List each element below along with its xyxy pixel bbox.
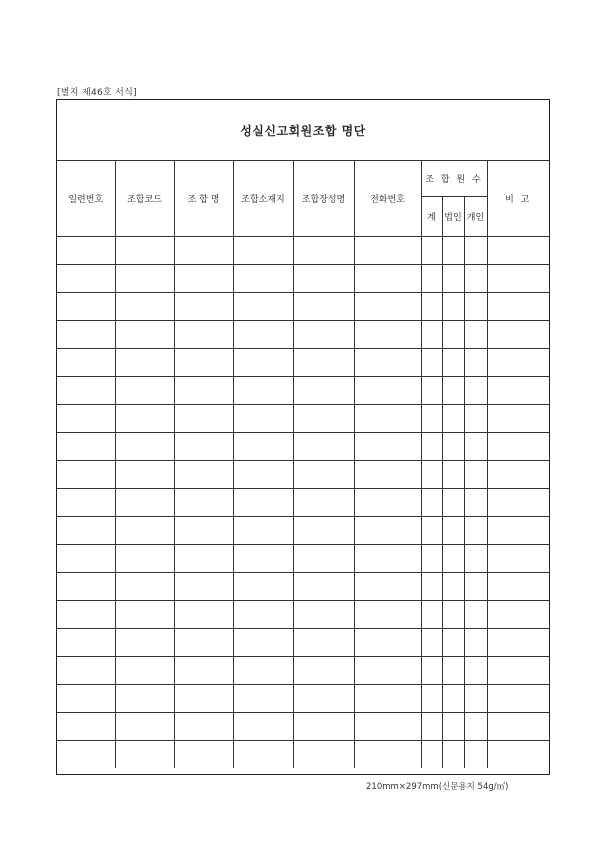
cell-union-code[interactable] [115,656,174,684]
cell-phone[interactable] [354,348,421,376]
cell-union-address[interactable] [233,404,293,432]
roster-table [57,161,549,768]
cell-member-individual[interactable] [464,684,487,712]
cell-union-name[interactable] [174,292,233,320]
cell-remarks[interactable] [487,264,549,292]
cell-member-individual[interactable] [464,264,487,292]
cell-union-name[interactable] [174,516,233,544]
cell-member-total[interactable] [421,488,442,516]
table-row [57,376,549,404]
cell-union-head[interactable] [293,376,354,404]
cell-member-total[interactable] [421,432,442,460]
cell-member-corporate[interactable] [442,236,464,264]
cell-remarks[interactable] [487,656,549,684]
cell-member-total[interactable] [421,544,442,572]
header-serial-no: 일련번호 [57,161,115,236]
cell-union-name[interactable] [174,628,233,656]
cell-member-total[interactable] [421,600,442,628]
header-member-corporate: 법인 [442,196,464,236]
table-row [57,236,549,264]
cell-phone[interactable] [354,488,421,516]
cell-union-name[interactable] [174,572,233,600]
cell-remarks[interactable] [487,432,549,460]
cell-serial-no[interactable] [57,376,115,404]
cell-union-head[interactable] [293,600,354,628]
cell-member-total[interactable] [421,516,442,544]
table-row [57,488,549,516]
cell-union-code[interactable] [115,264,174,292]
cell-union-head[interactable] [293,348,354,376]
cell-union-address[interactable] [233,544,293,572]
cell-member-individual[interactable] [464,488,487,516]
cell-union-code[interactable] [115,684,174,712]
cell-serial-no[interactable] [57,740,115,768]
cell-phone[interactable] [354,432,421,460]
roster-form [56,99,550,775]
cell-union-address[interactable] [233,320,293,348]
cell-phone[interactable] [354,656,421,684]
cell-serial-no[interactable] [57,264,115,292]
table-row [57,628,549,656]
cell-union-head[interactable] [293,516,354,544]
cell-union-head[interactable] [293,544,354,572]
cell-member-total[interactable] [421,460,442,488]
table-row [57,432,549,460]
cell-remarks[interactable] [487,628,549,656]
table-body [57,236,549,768]
cell-union-code[interactable] [115,516,174,544]
cell-union-name[interactable] [174,712,233,740]
cell-union-code[interactable] [115,544,174,572]
cell-serial-no[interactable] [57,460,115,488]
form-title: 성실신고회원조합 명단 [240,123,366,138]
cell-member-individual[interactable] [464,292,487,320]
cell-union-code[interactable] [115,292,174,320]
cell-union-name[interactable] [174,236,233,264]
cell-phone[interactable] [354,740,421,768]
cell-phone[interactable] [354,264,421,292]
cell-phone[interactable] [354,572,421,600]
cell-remarks[interactable] [487,712,549,740]
cell-member-corporate[interactable] [442,600,464,628]
paper-spec-note: 210mm×297mm(신문용지 54g/㎡) [366,782,509,792]
cell-serial-no[interactable] [57,572,115,600]
cell-member-total[interactable] [421,348,442,376]
cell-union-name[interactable] [174,740,233,768]
cell-serial-no[interactable] [57,628,115,656]
cell-phone[interactable] [354,600,421,628]
cell-member-corporate[interactable] [442,656,464,684]
cell-union-code[interactable] [115,628,174,656]
cell-member-individual[interactable] [464,460,487,488]
table-row [57,348,549,376]
table-row [57,320,549,348]
cell-union-address[interactable] [233,376,293,404]
cell-serial-no[interactable] [57,488,115,516]
cell-union-code[interactable] [115,600,174,628]
cell-member-total[interactable] [421,740,442,768]
cell-phone[interactable] [354,320,421,348]
cell-union-head[interactable] [293,264,354,292]
cell-union-name[interactable] [174,544,233,572]
cell-serial-no[interactable] [57,712,115,740]
cell-member-individual[interactable] [464,656,487,684]
cell-union-code[interactable] [115,404,174,432]
cell-phone[interactable] [354,460,421,488]
cell-remarks[interactable] [487,320,549,348]
cell-member-corporate[interactable] [442,348,464,376]
cell-union-head[interactable] [293,488,354,516]
cell-union-address[interactable] [233,236,293,264]
cell-member-corporate[interactable] [442,488,464,516]
cell-member-total[interactable] [421,628,442,656]
cell-member-total[interactable] [421,376,442,404]
cell-serial-no[interactable] [57,516,115,544]
cell-member-individual[interactable] [464,348,487,376]
cell-union-code[interactable] [115,348,174,376]
cell-union-head[interactable] [293,236,354,264]
cell-phone[interactable] [354,404,421,432]
form-number-label: [별지 제46호 서식] [57,88,137,98]
cell-member-individual[interactable] [464,740,487,768]
cell-member-corporate[interactable] [442,320,464,348]
table-row [57,712,549,740]
cell-serial-no[interactable] [57,684,115,712]
cell-union-address[interactable] [233,740,293,768]
cell-serial-no[interactable] [57,600,115,628]
cell-serial-no[interactable] [57,236,115,264]
cell-remarks[interactable] [487,600,549,628]
cell-union-head[interactable] [293,740,354,768]
table-row [57,460,549,488]
cell-union-address[interactable] [233,684,293,712]
cell-remarks[interactable] [487,488,549,516]
cell-member-individual[interactable] [464,404,487,432]
cell-member-total[interactable] [421,684,442,712]
cell-phone[interactable] [354,684,421,712]
cell-remarks[interactable] [487,572,549,600]
cell-member-total[interactable] [421,404,442,432]
cell-member-individual[interactable] [464,600,487,628]
cell-union-name[interactable] [174,488,233,516]
cell-member-corporate[interactable] [442,740,464,768]
cell-remarks[interactable] [487,376,549,404]
cell-union-head[interactable] [293,712,354,740]
header-union-code: 조합코드 [115,161,174,236]
cell-union-name[interactable] [174,600,233,628]
cell-union-address[interactable] [233,656,293,684]
cell-member-individual[interactable] [464,320,487,348]
table-row [57,404,549,432]
cell-member-corporate[interactable] [442,432,464,460]
cell-union-code[interactable] [115,376,174,404]
cell-union-address[interactable] [233,348,293,376]
header-union-address: 조합소재지 [233,161,293,236]
title-area [57,100,549,161]
table-row [57,572,549,600]
cell-serial-no[interactable] [57,544,115,572]
cell-phone[interactable] [354,292,421,320]
cell-serial-no[interactable] [57,432,115,460]
table-row [57,740,549,768]
cell-member-corporate[interactable] [442,292,464,320]
cell-union-name[interactable] [174,460,233,488]
cell-phone[interactable] [354,712,421,740]
table-row [57,656,549,684]
cell-union-head[interactable] [293,292,354,320]
cell-union-name[interactable] [174,320,233,348]
cell-member-total[interactable] [421,236,442,264]
cell-member-individual[interactable] [464,376,487,404]
cell-union-code[interactable] [115,488,174,516]
cell-member-corporate[interactable] [442,376,464,404]
header-member-count: 조 합 원 수 [421,161,487,196]
cell-member-individual[interactable] [464,628,487,656]
cell-union-address[interactable] [233,460,293,488]
cell-phone[interactable] [354,544,421,572]
cell-member-individual[interactable] [464,236,487,264]
cell-member-corporate[interactable] [442,516,464,544]
header-remarks: 비 고 [487,161,549,236]
cell-member-corporate[interactable] [442,572,464,600]
cell-union-head[interactable] [293,656,354,684]
cell-union-head[interactable] [293,628,354,656]
header-union-name: 조 합 명 [174,161,233,236]
cell-member-individual[interactable] [464,432,487,460]
cell-union-head[interactable] [293,432,354,460]
cell-union-address[interactable] [233,628,293,656]
cell-union-address[interactable] [233,292,293,320]
table-row [57,600,549,628]
header-phone: 전화번호 [354,161,421,236]
cell-remarks[interactable] [487,544,549,572]
cell-union-name[interactable] [174,656,233,684]
cell-union-name[interactable] [174,264,233,292]
cell-member-corporate[interactable] [442,264,464,292]
cell-member-total[interactable] [421,264,442,292]
cell-union-code[interactable] [115,712,174,740]
cell-union-address[interactable] [233,600,293,628]
cell-member-individual[interactable] [464,516,487,544]
cell-union-address[interactable] [233,712,293,740]
cell-phone[interactable] [354,628,421,656]
cell-union-head[interactable] [293,572,354,600]
header-member-individual: 개인 [464,196,487,236]
cell-member-corporate[interactable] [442,544,464,572]
cell-union-code[interactable] [115,432,174,460]
cell-phone[interactable] [354,376,421,404]
cell-union-code[interactable] [115,740,174,768]
cell-member-total[interactable] [421,292,442,320]
cell-union-code[interactable] [115,320,174,348]
cell-member-corporate[interactable] [442,684,464,712]
table-row [57,264,549,292]
cell-union-name[interactable] [174,404,233,432]
cell-union-code[interactable] [115,460,174,488]
cell-phone[interactable] [354,516,421,544]
cell-union-code[interactable] [115,572,174,600]
cell-remarks[interactable] [487,292,549,320]
cell-member-individual[interactable] [464,572,487,600]
table-row [57,292,549,320]
cell-union-address[interactable] [233,264,293,292]
cell-serial-no[interactable] [57,320,115,348]
cell-union-head[interactable] [293,320,354,348]
cell-serial-no[interactable] [57,656,115,684]
table-row [57,516,549,544]
cell-union-address[interactable] [233,432,293,460]
header-member-total: 계 [421,196,442,236]
cell-union-name[interactable] [174,376,233,404]
cell-union-address[interactable] [233,516,293,544]
cell-serial-no[interactable] [57,404,115,432]
cell-union-code[interactable] [115,236,174,264]
cell-remarks[interactable] [487,348,549,376]
cell-union-name[interactable] [174,684,233,712]
cell-serial-no[interactable] [57,292,115,320]
cell-remarks[interactable] [487,404,549,432]
cell-union-head[interactable] [293,684,354,712]
header-union-head: 조합장성명 [293,161,354,236]
cell-member-total[interactable] [421,656,442,684]
cell-remarks[interactable] [487,460,549,488]
cell-remarks[interactable] [487,740,549,768]
table-row [57,684,549,712]
cell-union-name[interactable] [174,348,233,376]
cell-remarks[interactable] [487,516,549,544]
cell-member-corporate[interactable] [442,712,464,740]
cell-union-name[interactable] [174,432,233,460]
cell-phone[interactable] [354,236,421,264]
cell-union-address[interactable] [233,488,293,516]
cell-member-corporate[interactable] [442,628,464,656]
cell-member-corporate[interactable] [442,460,464,488]
cell-member-total[interactable] [421,712,442,740]
cell-member-corporate[interactable] [442,404,464,432]
cell-remarks[interactable] [487,236,549,264]
cell-member-individual[interactable] [464,712,487,740]
cell-union-address[interactable] [233,572,293,600]
cell-member-total[interactable] [421,320,442,348]
cell-member-total[interactable] [421,572,442,600]
cell-serial-no[interactable] [57,348,115,376]
cell-member-individual[interactable] [464,544,487,572]
cell-union-head[interactable] [293,404,354,432]
cell-remarks[interactable] [487,684,549,712]
table-row [57,544,549,572]
cell-union-head[interactable] [293,460,354,488]
